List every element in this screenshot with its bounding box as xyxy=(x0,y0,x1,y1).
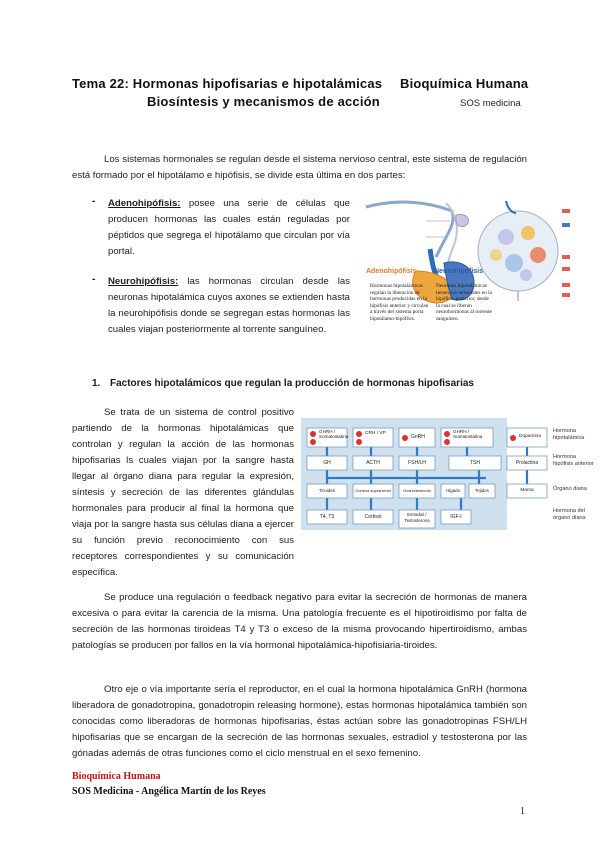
top-label-2: CRH / VP xyxy=(365,431,386,436)
section-number: 1. xyxy=(92,378,101,389)
legend-hormona-organo: Hormona del órgano diana xyxy=(553,508,586,521)
cell-1 xyxy=(498,229,514,245)
mid-label-2: ACTH xyxy=(366,460,380,466)
cell-3 xyxy=(530,247,546,263)
paragraph-eje-reproductor: Otro eje o vía importante sería el reproductor, en el cual la hormona hipotalámica GnRH (hormona liberadora de gonadotropina, gonadotropin releasing hormone), estas hormonas hipotalámica también son conocidas como liberadoras de hormonas hipofisarias, éstas actúan sobre las gonadotropinas FSH/LH hipofisarias que se encargan de la secreción de las hormonas sexuales, estradiol y testosterona por las gónadas además de otras funciones como el ciclo menstrual en el sexo femenino. xyxy=(72,684,527,759)
mid-label-5: Prolactina xyxy=(515,460,539,466)
organ-label-2: Corteza suprarrenal xyxy=(355,488,391,493)
page-number: 1 xyxy=(520,806,525,817)
doc-title-line1: Tema 22: Hormonas hipofisarias e hipotalámicas xyxy=(72,76,383,91)
paragraph-control-positivo: Se trata de un sistema de control positivo partiendo de la hormonas hipotalámicas que controlan y regulan la acción de las hormonas hipofisarias ls cuales viajan por la sangre hasta llegar al órgano diana para regular la expresión, síntesis y secreción de las diferentes glándulas hormonales para producir al final la hormona que viaja por la sangre hasta sus células diana a ejercer su función previo reconocimiento con sus receptores correspondientes y su comunicación específica. xyxy=(72,407,294,578)
legend-mark-1 xyxy=(562,209,570,213)
bullet-text-2: las hormonas circulan desde las neuronas hipotalámica cuyos axones se extienden hasta la neurohipófisis donde se segregan estas hormonas las cuales viajan posteriormente al torrente sanguíneo. xyxy=(108,276,350,335)
legend-mark-6 xyxy=(562,293,570,297)
cell-2 xyxy=(521,226,535,240)
legend-mark-5 xyxy=(562,283,570,287)
bottom-label-1: T4, T3 xyxy=(319,514,335,520)
bullet-adenohipofisis xyxy=(108,196,350,260)
term-neurohipofisis: Neurohipófisis: xyxy=(108,276,179,287)
legend-mark-4 xyxy=(562,267,570,271)
doc-title-line2: Biosíntesis y mecanismos de acción xyxy=(147,94,380,109)
organ-label-6: Mama xyxy=(520,488,534,493)
footer-author: SOS Medicina - Angélica Martín de los Reyes xyxy=(72,786,266,797)
bullet-text-1: posee una serie de células que producen hormonas las cuales están reguladas por péptidos que segrega el hipotálamo que circulan por vía portal. xyxy=(108,198,350,257)
legend-hipotalamica: Hormona hipotalámica xyxy=(553,428,585,441)
mid-label-4: TSH xyxy=(470,460,480,466)
bullet-dash-2: - xyxy=(92,274,96,285)
mid-label-1: GH xyxy=(323,460,331,466)
organ-label-3: Ovario/testículo xyxy=(403,488,431,493)
legend-organo-diana: Órgano diana xyxy=(553,486,587,492)
cell-5 xyxy=(490,249,502,261)
paragraph-feedback-negativo: Se produce una regulación o feedback negativo para evitar la secreción de hormonas de manera excesiva o para evitar la carencia de la misma. Una patología frecuente es el hipotiroidismo por falta de secreción de las hormonas tiroideas T4 y T3 o exceso de la misma provocando hipertiroidismo, ambas patologías se producen por fallos en la vía hormonal hipotalámica-hipofisiaria-tiroides. xyxy=(72,592,527,651)
cell-4 xyxy=(505,254,523,272)
neuro-label: Neurohipófisis xyxy=(434,268,484,275)
top-label-1: GHRH / Somatostatina xyxy=(319,429,349,440)
bottom-label-2: Cortisol xyxy=(364,514,382,520)
legend-mark-3 xyxy=(562,255,570,259)
hormone-axis-diagram xyxy=(301,418,597,530)
adeno-note: Hormonas hipotalámicas regulan la liberación de hormonas producidas en la hipófisis anterior y circulan a través del sistema porta hipotálamo-hipófisis. xyxy=(370,283,429,322)
bullet-neurohipofisis xyxy=(108,274,350,338)
organ-label-1: Tiroides xyxy=(318,488,336,493)
bullet-dash-1: - xyxy=(92,196,96,207)
top-label-4: GHRH / Somatostatina xyxy=(453,429,483,440)
top-label-3: GnRH xyxy=(411,434,425,440)
bottom-label-3: Estradiol / Testosterona xyxy=(404,512,430,523)
neuron-body xyxy=(456,214,468,226)
bottom-label-4: IGF-I xyxy=(450,514,462,520)
top-label-5: Dopamina xyxy=(519,434,541,439)
cell-cluster-circle xyxy=(478,211,558,291)
term-adenohipofisis: Adenohipófisis: xyxy=(108,198,181,209)
mid-label-3: FSH/LH xyxy=(408,460,426,466)
legend-mark-2 xyxy=(562,223,570,227)
adeno-label: Adenohipófisis xyxy=(366,268,417,275)
organ-label-5: Tejidos xyxy=(475,488,489,493)
doc-source: SOS medicina xyxy=(460,98,521,109)
intro-paragraph: Los sistemas hormonales se regulan desde el sistema nervioso central, este sistema de regulación está formado por el hipotálamo e hipófisis, se divide esta última en dos partes: xyxy=(72,154,527,181)
neuro-note: Neuronas hipotalámicas tienen sus terminales en la hipófisis posterior, desde la cual se liberan neurohormonas al torrente sanguíneo. xyxy=(436,283,492,322)
organ-label-4: Hígado xyxy=(445,488,461,493)
footer-subject: Bioquímica Humana xyxy=(72,771,161,782)
section-title: Factores hipotalámicos que regulan la producción de hormonas hipofisarias xyxy=(110,378,474,389)
legend-hipofisis: Hormona hipófisis anterior xyxy=(553,454,594,467)
cell-6 xyxy=(520,269,532,281)
doc-subject: Bioquímica Humana xyxy=(400,76,529,91)
